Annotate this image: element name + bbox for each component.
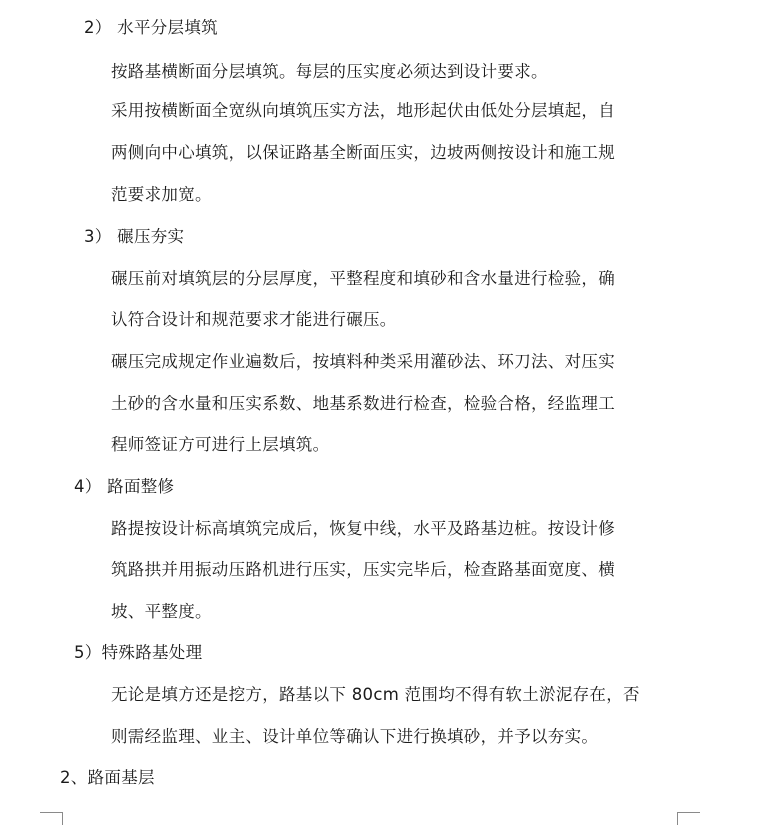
subsection-heading: 4） 路面整修 xyxy=(74,477,175,496)
paragraph-line: 则需经监理、业主、设计单位等确认下进行换填砂，并予以夯实。 xyxy=(111,727,599,746)
paragraph-line: 坡、平整度。 xyxy=(111,602,212,621)
paragraph-line: 采用按横断面全宽纵向填筑压实方法，地形起伏由低处分层填起，自 xyxy=(111,101,615,120)
paragraph-line: 路提按设计标高填筑完成后，恢复中线，水平及路基边桩。按设计修 xyxy=(111,519,615,538)
paragraph-line: 土砂的含水量和压实系数、地基系数进行检查，检验合格，经监理工 xyxy=(111,394,615,413)
subsection-heading: 2） 水平分层填筑 xyxy=(84,18,218,37)
subsection-heading: 5）特殊路基处理 xyxy=(74,643,203,662)
paragraph-line: 碾压完成规定作业遍数后，按填料种类采用灌砂法、环刀法、对压实 xyxy=(111,352,615,371)
paragraph-line: 筑路拱并用振动压路机进行压实，压实完毕后，检查路基面宽度、横 xyxy=(111,560,615,579)
subsection-heading: 3） 碾压夯实 xyxy=(84,227,185,246)
paragraph-line: 按路基横断面分层填筑。每层的压实度必须达到设计要求。 xyxy=(111,62,548,81)
paragraph-line: 无论是填方还是挖方，路基以下 80cm 范围均不得有软土淤泥存在，否 xyxy=(111,685,640,704)
page-corner-mark-right xyxy=(677,812,700,825)
paragraph-line: 范要求加宽。 xyxy=(111,185,212,204)
paragraph-line: 认符合设计和规范要求才能进行碾压。 xyxy=(111,310,397,329)
page-corner-mark-left xyxy=(40,812,63,825)
paragraph-line: 碾压前对填筑层的分层厚度，平整程度和填砂和含水量进行检验，确 xyxy=(111,269,615,288)
section-heading: 2、路面基层 xyxy=(60,768,155,787)
paragraph-line: 两侧向中心填筑，以保证路基全断面压实，边坡两侧按设计和施工规 xyxy=(111,143,615,162)
paragraph-line: 程师签证方可进行上层填筑。 xyxy=(111,435,330,454)
